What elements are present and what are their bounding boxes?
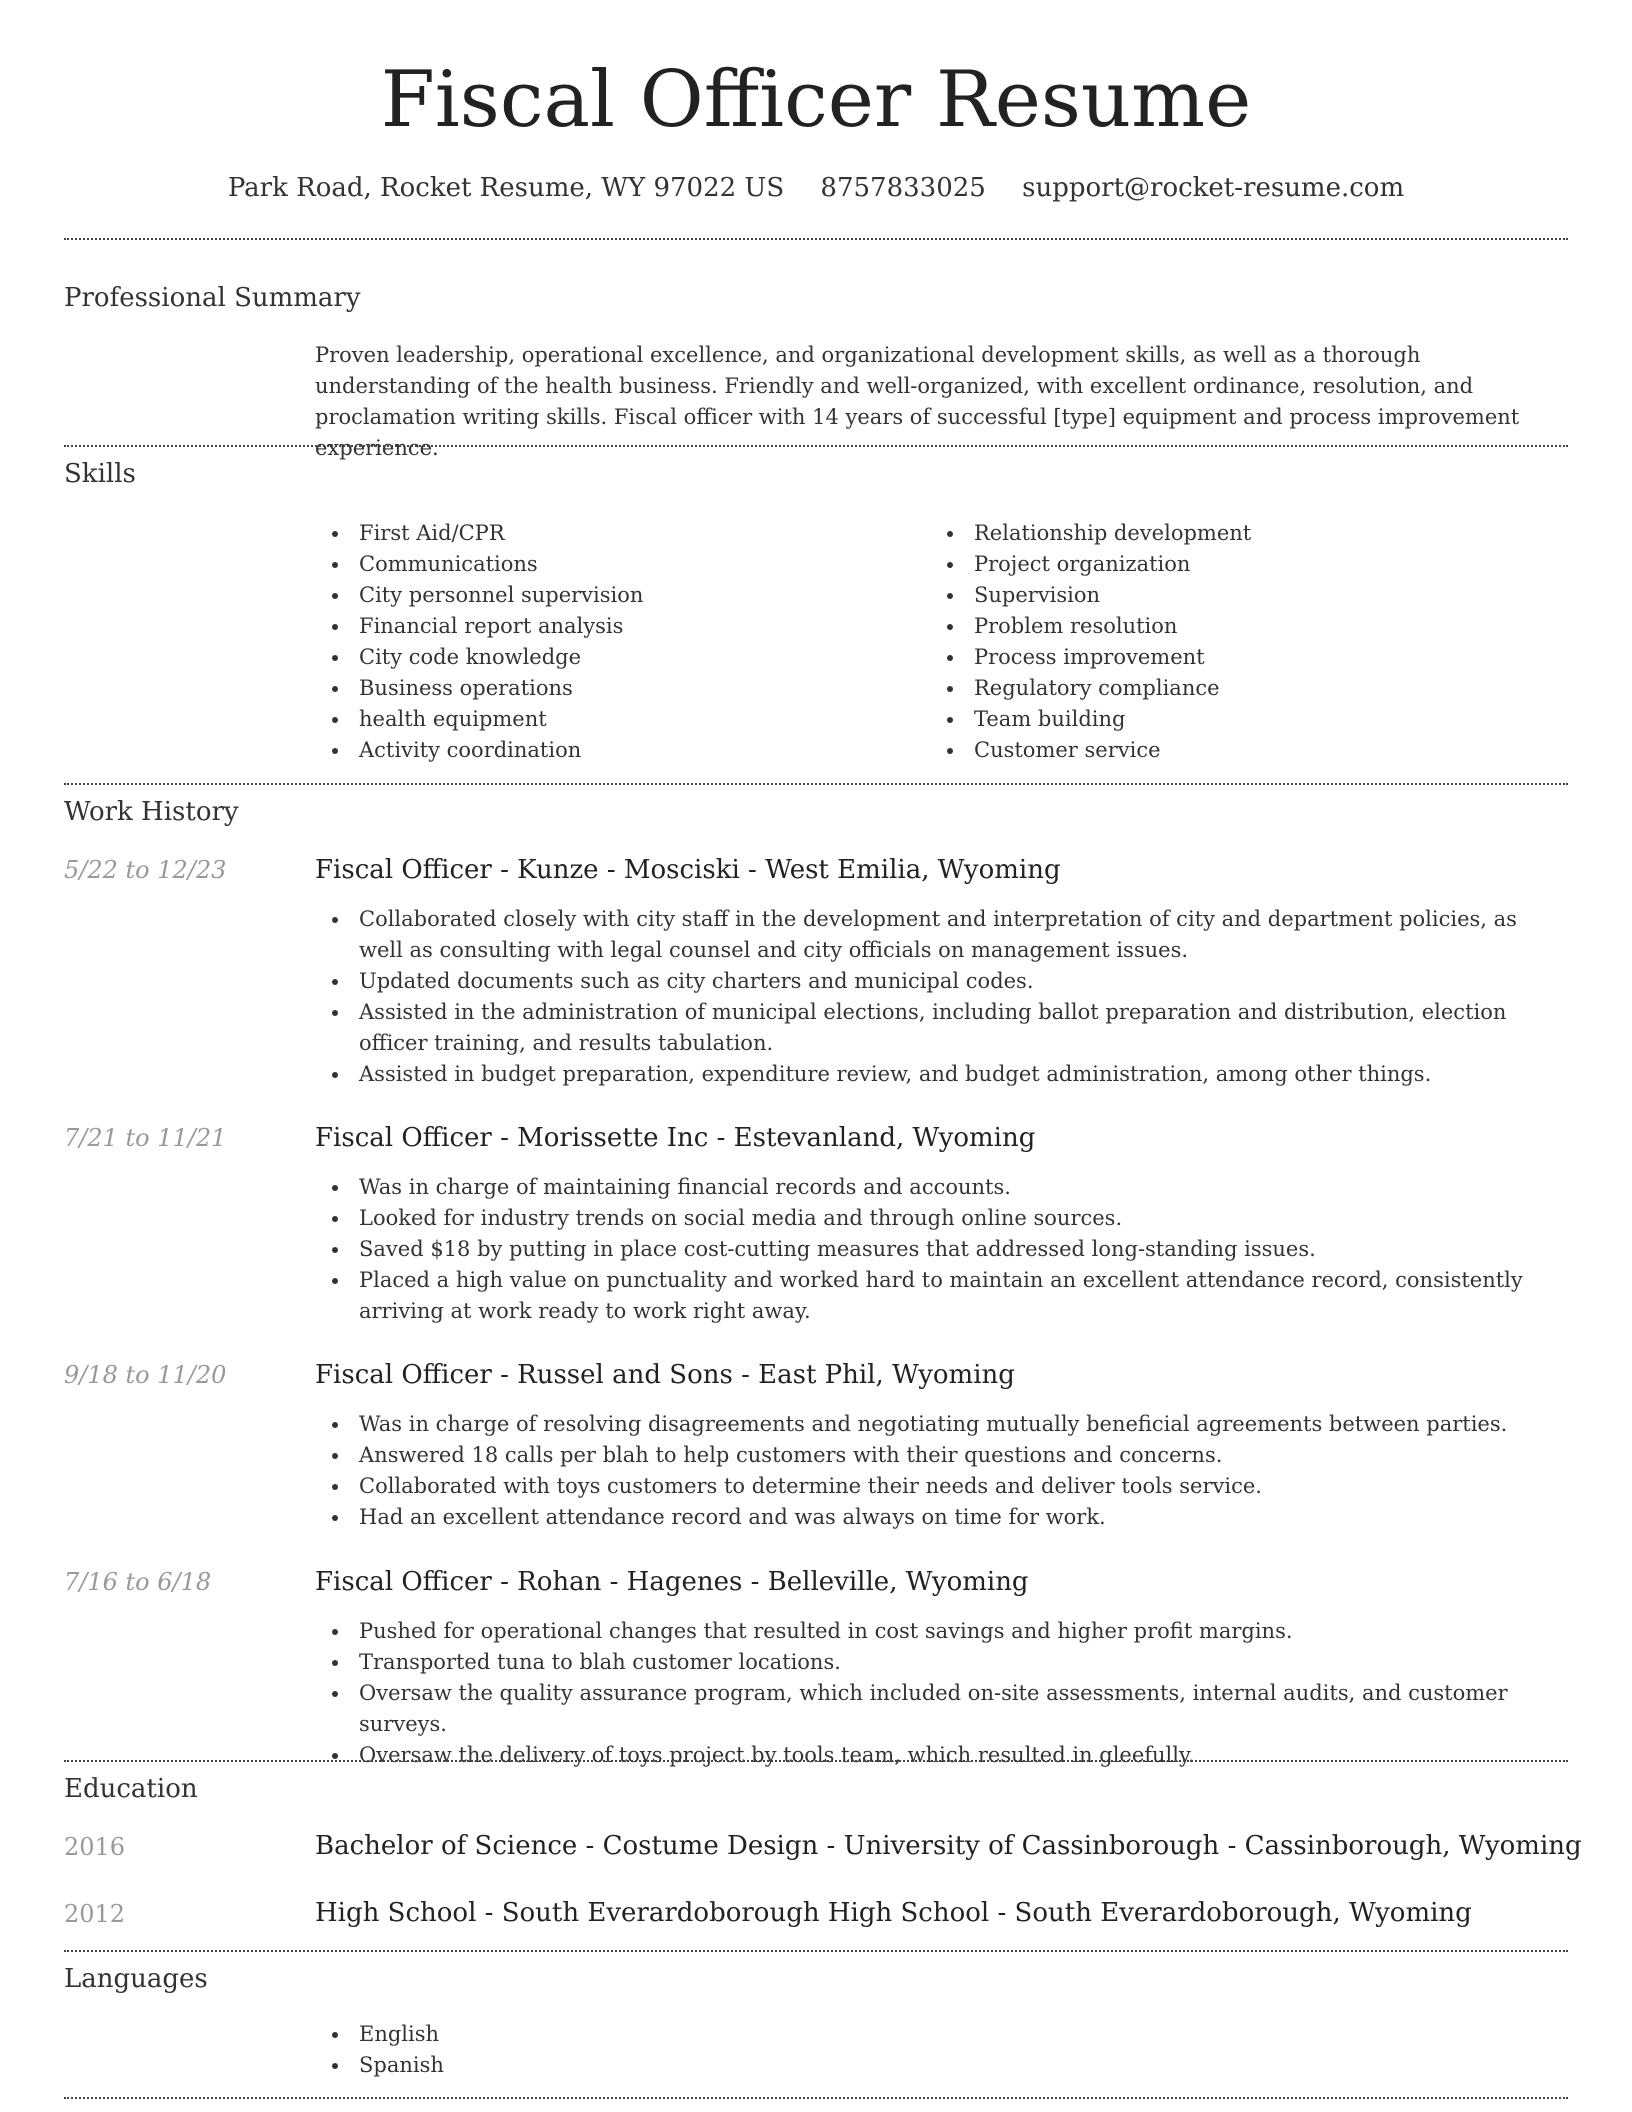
summary-heading: Professional Summary bbox=[64, 283, 361, 313]
job-bullet: Oversaw the quality assurance program, which included on-site assessments, internal audits, and customer surveys. bbox=[315, 1678, 1565, 1740]
contact-info bbox=[0, 170, 1632, 206]
skill-item: Customer service bbox=[930, 735, 1251, 766]
job-bullet: Saved $18 by putting in place cost-cutting measures that addressed long-standing issues. bbox=[315, 1234, 1565, 1265]
job-bullet: Assisted in the administration of municipal elections, including ballot preparation and distribution, election officer training, and results tabulation. bbox=[315, 997, 1565, 1059]
education-year: 2012 bbox=[64, 1900, 126, 1928]
skills-list-right bbox=[930, 518, 1251, 766]
divider bbox=[64, 783, 1568, 785]
divider bbox=[64, 238, 1568, 240]
job-bullet: Was in charge of resolving disagreements and negotiating mutually beneficial agreements between parties. bbox=[315, 1409, 1565, 1440]
job-bullet: Collaborated closely with city staff in the development and interpretation of city and department policies, as well as consulting with legal counsel and city officials on management issues. bbox=[315, 904, 1565, 966]
skill-item: Relationship development bbox=[930, 518, 1251, 549]
job-dates: 5/22 to 12/23 bbox=[64, 856, 227, 884]
contact-email: support@rocket-resume.com bbox=[1022, 173, 1405, 203]
job-title: Fiscal Officer - Rohan - Hagenes - Belleville, Wyoming bbox=[315, 1567, 1029, 1597]
languages-heading: Languages bbox=[64, 1964, 208, 1994]
skill-item: Communications bbox=[315, 549, 643, 580]
job-bullet: Oversaw the delivery of toys project by tools team, which resulted in gleefully. bbox=[315, 1740, 1565, 1771]
education-degree: Bachelor of Science - Costume Design - University of Cassinborough - Cassinborough, Wyoming bbox=[315, 1831, 1582, 1861]
job-bullets bbox=[315, 1172, 1565, 1327]
skill-item: Team building bbox=[930, 704, 1251, 735]
skill-item: health equipment bbox=[315, 704, 643, 735]
job-title: Fiscal Officer - Kunze - Mosciski - West Emilia, Wyoming bbox=[315, 855, 1061, 885]
education-degree: High School - South Everardoborough High School - South Everardoborough, Wyoming bbox=[315, 1898, 1472, 1928]
resume-title: Fiscal Officer Resume bbox=[380, 55, 1252, 145]
job-bullets bbox=[315, 1616, 1565, 1771]
skill-item: First Aid/CPR bbox=[315, 518, 643, 549]
skill-item: Financial report analysis bbox=[315, 611, 643, 642]
skill-item: Activity coordination bbox=[315, 735, 643, 766]
job-title: Fiscal Officer - Russel and Sons - East Phil, Wyoming bbox=[315, 1360, 1015, 1390]
divider bbox=[64, 2097, 1568, 2099]
job-bullets bbox=[315, 1409, 1565, 1533]
work-heading: Work History bbox=[64, 797, 239, 827]
job-bullet: Answered 18 calls per blah to help customers with their questions and concerns. bbox=[315, 1440, 1565, 1471]
skill-item: Problem resolution bbox=[930, 611, 1251, 642]
job-dates: 9/18 to 11/20 bbox=[64, 1361, 227, 1389]
education-heading: Education bbox=[64, 1774, 198, 1804]
job-bullet: Looked for industry trends on social media and through online sources. bbox=[315, 1203, 1565, 1234]
contact-phone: 8757833025 bbox=[820, 173, 986, 203]
languages-list bbox=[315, 2019, 444, 2081]
skill-item: City code knowledge bbox=[315, 642, 643, 673]
job-dates: 7/21 to 11/21 bbox=[64, 1124, 227, 1152]
job-bullet: Placed a high value on punctuality and worked hard to maintain an excellent attendance record, consistently arriving at work ready to work right away. bbox=[315, 1265, 1565, 1327]
job-bullets bbox=[315, 904, 1565, 1090]
skill-item: City personnel supervision bbox=[315, 580, 643, 611]
skill-item: Business operations bbox=[315, 673, 643, 704]
language-item: Spanish bbox=[315, 2050, 444, 2081]
education-year: 2016 bbox=[64, 1833, 126, 1861]
job-bullet: Pushed for operational changes that resulted in cost savings and higher profit margins. bbox=[315, 1616, 1565, 1647]
job-bullet: Was in charge of maintaining financial records and accounts. bbox=[315, 1172, 1565, 1203]
divider bbox=[64, 1760, 1568, 1762]
divider bbox=[64, 1950, 1568, 1952]
skills-heading: Skills bbox=[64, 459, 136, 489]
language-item: English bbox=[315, 2019, 444, 2050]
contact-address: Park Road, Rocket Resume, WY 97022 US bbox=[227, 173, 785, 203]
job-bullet: Had an excellent attendance record and was always on time for work. bbox=[315, 1502, 1565, 1533]
summary-text: Proven leadership, operational excellence, and organizational development skills, as well as a thorough understanding of the health business. Friendly and well-organized, with excellent ordinance, resolution, and proclamation writing skills. Fiscal officer with 14 years of successful [type] equipment and process improvement experience. bbox=[315, 343, 1520, 460]
job-title: Fiscal Officer - Morissette Inc - Estevanland, Wyoming bbox=[315, 1123, 1036, 1153]
skill-item: Process improvement bbox=[930, 642, 1251, 673]
divider bbox=[64, 445, 1568, 447]
skill-item: Regulatory compliance bbox=[930, 673, 1251, 704]
job-bullet: Updated documents such as city charters and municipal codes. bbox=[315, 966, 1565, 997]
job-dates: 7/16 to 6/18 bbox=[64, 1568, 212, 1596]
skills-list-left bbox=[315, 518, 643, 766]
job-bullet: Assisted in budget preparation, expenditure review, and budget administration, among other things. bbox=[315, 1059, 1565, 1090]
skill-item: Project organization bbox=[930, 549, 1251, 580]
skill-item: Supervision bbox=[930, 580, 1251, 611]
job-bullet: Transported tuna to blah customer locations. bbox=[315, 1647, 1565, 1678]
job-bullet: Collaborated with toys customers to determine their needs and deliver tools service. bbox=[315, 1471, 1565, 1502]
